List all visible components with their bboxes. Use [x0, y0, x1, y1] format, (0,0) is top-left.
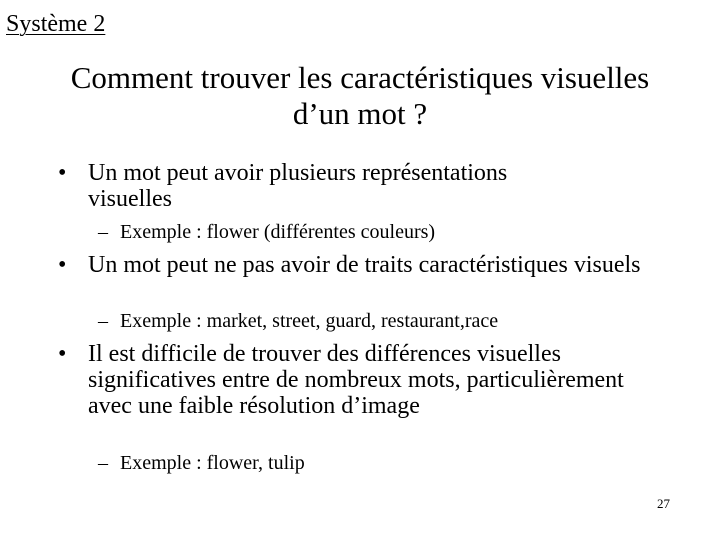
bullet-icon: •: [58, 252, 67, 278]
slide-title: [40, 60, 680, 132]
bullet-item-1: [58, 160, 698, 212]
dash-icon: –: [98, 310, 108, 332]
bullet-text-1: Un mot peut avoir plusieurs représentations visuelles: [88, 160, 508, 212]
title-line-1: Comment trouver les caractéristiques visuelles: [70, 60, 650, 95]
bullet-icon: •: [58, 160, 67, 186]
sub-item-1: [98, 220, 698, 244]
bullet-text-3: Il est difficile de trouver des différences visuelles significatives entre de nombreux mots, particulièrement avec une faible résolution d’image: [88, 341, 624, 419]
example-text-1: Exemple : flower (différentes couleurs): [120, 221, 436, 243]
sub-item-2: [98, 309, 698, 333]
section-label: Système 2: [6, 11, 106, 37]
example-text-3: Exemple : flower, tulip: [120, 452, 305, 474]
title-line-2: d’un mot ?: [292, 96, 428, 131]
bullet-item-2: [58, 252, 698, 278]
dash-icon: –: [98, 452, 108, 474]
sub-item-3: [98, 451, 698, 475]
example-text-2: Exemple : market, street, guard, restaurant,race: [120, 310, 499, 332]
dash-icon: –: [98, 221, 108, 243]
page-number: 27: [657, 496, 670, 511]
bullet-item-3: [58, 341, 698, 419]
bullet-text-2: Un mot peut ne pas avoir de traits caractéristiques visuels: [88, 252, 641, 278]
bullet-icon: •: [58, 341, 67, 367]
